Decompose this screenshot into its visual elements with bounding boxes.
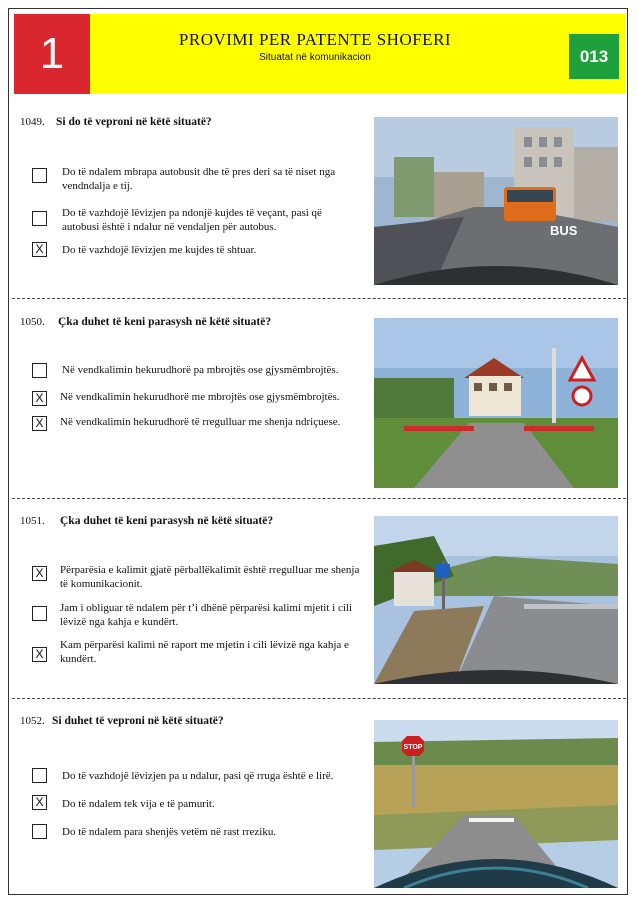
answer-text: Në vendkalimin hekurudhorë pa mbrojtës ose gjysmëmbrojtës. — [62, 364, 339, 376]
answer-text: Në vendkalimin hekurudhorë me mbrojtës ose gjysmëmbrojtës. — [60, 391, 340, 403]
situation-photo-bus-stop — [374, 117, 618, 285]
question-number: 1049. — [20, 116, 45, 128]
situation-photo-narrow-road — [374, 516, 618, 684]
answer-text: Kam përparësi kalimi në raport me mjetin i cili lëvizë nga kahja e kundërt. — [60, 639, 349, 665]
section-divider — [12, 498, 626, 499]
question-text: Çka duhet të keni parasysh në këtë situatë? — [60, 515, 274, 527]
situation-photo-railway-crossing — [374, 318, 618, 488]
test-code-badge: 013 — [569, 34, 619, 79]
answer-checkbox[interactable] — [32, 211, 47, 226]
answer-checkbox[interactable] — [32, 363, 47, 378]
question-text: Si duhet të veproni në këtë situatë? — [52, 715, 224, 727]
answer-text: Në vendkalimin hekurudhorë të rregulluar me shenja ndriçuese. — [60, 416, 341, 428]
answer-text: Do të vazhdojë lëvizjen me kujdes të shtuar. — [62, 244, 257, 256]
page-subtitle: Situatat në komunikacion — [259, 52, 371, 63]
answer-checkbox[interactable]: X — [32, 566, 47, 581]
section-divider — [12, 698, 626, 699]
question-number: 1051. — [20, 515, 45, 527]
page-number-badge: 1 — [14, 14, 90, 94]
page-title: PROVIMI PER PATENTE SHOFERI — [178, 30, 452, 49]
situation-photo-stop-sign — [374, 720, 618, 888]
answer-checkbox[interactable]: X — [32, 416, 47, 431]
answer-checkbox[interactable] — [32, 824, 47, 839]
answer-checkbox[interactable] — [32, 168, 47, 183]
answer-checkbox[interactable]: X — [32, 391, 47, 406]
section-divider — [12, 298, 626, 299]
answer-checkbox[interactable] — [32, 768, 47, 783]
answer-text: Do të ndalem mbrapa autobusit dhe të pres deri sa të niset nga vendndalja e tij. — [62, 166, 336, 192]
answer-checkbox[interactable] — [32, 606, 47, 621]
question-text: Çka duhet të keni parasysh në këtë situatë? — [58, 316, 272, 328]
bus-lane-label: BUS — [550, 223, 578, 238]
answer-text: Do të vazhdojë lëvizjen pa ndonjë kujdes të veçant, pasi që autobusi është i ndalur në vendaljen për autobus. — [62, 207, 322, 233]
question-number: 1052. — [20, 715, 45, 727]
answer-checkbox[interactable]: X — [32, 795, 47, 810]
answer-text: Do të vazhdojë lëvizjen pa u ndalur, pasi që rruga është e lirë. — [62, 770, 334, 782]
answer-checkbox[interactable]: X — [32, 647, 47, 662]
answer-text: Përparësia e kalimit gjatë përballëkalimit është rregulluar me shenja të komunikacionit. — [60, 564, 360, 590]
question-number: 1050. — [20, 316, 45, 328]
stop-sign-label: STOP — [403, 744, 423, 751]
answer-text: Jam i obliguar të ndalem për t’i dhënë përparësi kalimi mjetit i cili lëvizë nga kahja e kundërt. — [60, 602, 353, 628]
answer-checkbox[interactable]: X — [32, 242, 47, 257]
answer-text: Do të ndalem tek vija e të pamurit. — [62, 798, 215, 810]
answer-text: Do të ndalem para shenjës vetëm në rast rreziku. — [62, 826, 277, 838]
question-text: Si do të veproni në këtë situatë? — [56, 116, 212, 128]
